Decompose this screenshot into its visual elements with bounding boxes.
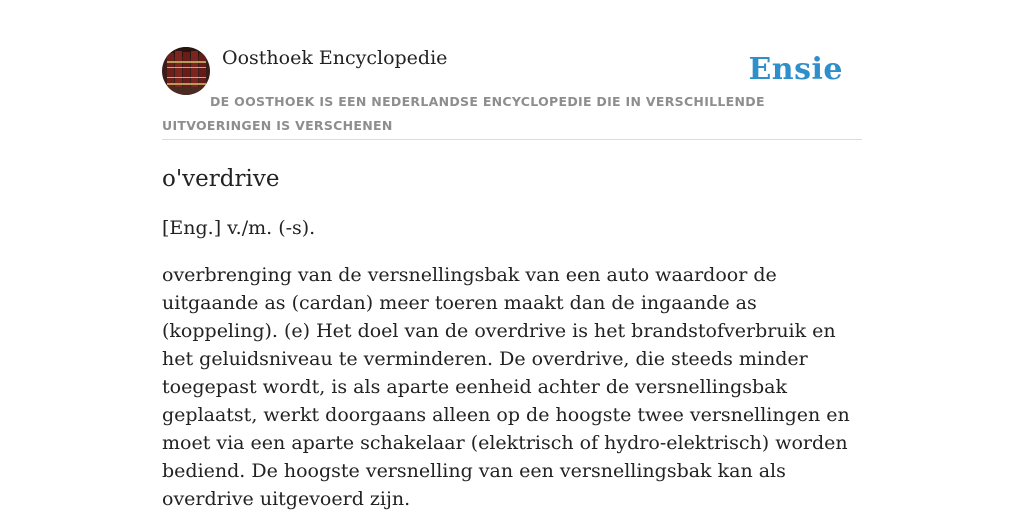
entry-grammar: [Eng.] v./m. (-s). [162,217,316,239]
header-divider [162,139,862,140]
book-spines-icon[interactable] [162,47,210,95]
entry [162,163,862,512]
brand-logo[interactable]: Ensie [748,52,843,87]
site-tagline: DE OOSTHOEK IS EEN NEDERLANDSE ENCYCLOPEDIE DIE IN VERSCHILLENDE UITVOERINGEN IS VERSCHENEN [162,94,765,133]
entry-definition: overbrenging van de versnellingsbak van een auto waardoor de uitgaande as (cardan) meer toeren maakt dan de ingaande as (koppeling). (e) Het doel van de overdrive is het brandstofverbruik en het geluidsniveau te verminderen. De overdrive, die steeds minder toegepast wordt, is als aparte eenheid achter de versnellingsbak geplaatst, werkt doorgaans alleen op de hoogste twee versnellingen en moet via een aparte schakelaar (elektrisch of hydro-elektrisch) worden bediend. De hoogste versnelling van een versnellingsbak kan als overdrive uitgevoerd zijn. [162,264,850,510]
entry-headword: o'verdrive [162,166,280,192]
site-title[interactable]: Oosthoek Encyclopedie [222,47,448,69]
